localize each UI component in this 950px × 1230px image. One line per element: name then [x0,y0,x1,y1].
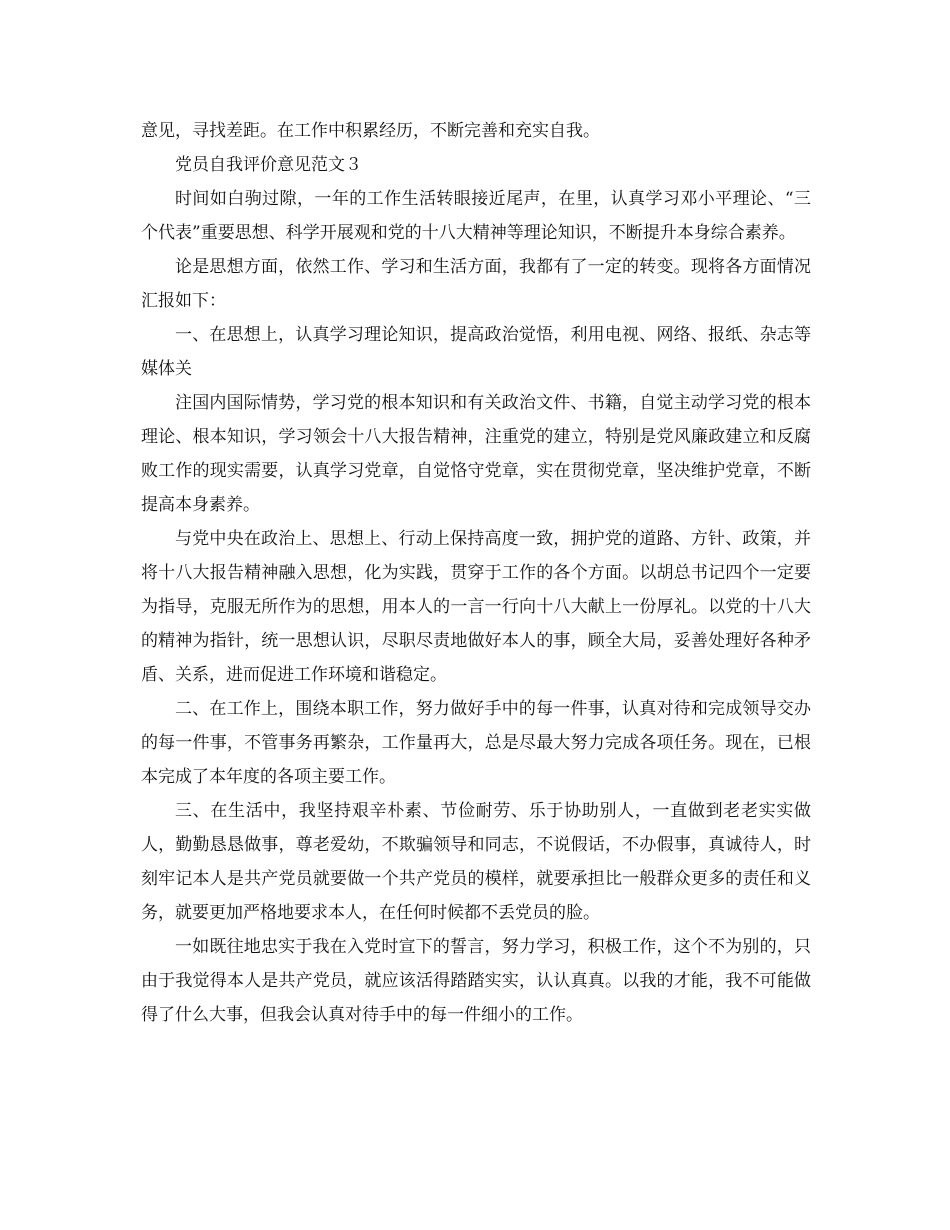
paragraph: 注国内国际情势，学习党的根本知识和有关政治文件、书籍，自觉主动学习党的根本理论、根本知识，学习领会十八大报告精神，注重党的建立，特别是党风廉政建立和反腐败工作的现实需要，认真学习党章，自觉恪守党章，实在贯彻党章，坚决维护党章，不断提高本身素养。 [141,393,811,515]
paragraph: 一、在思想上，认真学习理论知识，提高政治觉悟，利用电视、网络、报纸、杂志等媒体关 [141,325,811,379]
paragraph: 二、在工作上，围绕本职工作，努力做好手中的每一件事，认真对待和完成领导交办的每一件事，不管事务再繁杂，工作量再大，总是尽最大努力完成各项任务。现在，已根本完成了本年度的各项主要工作。 [141,699,811,787]
paragraph: 与党中央在政治上、思想上、行动上保持高度一致，拥护党的道路、方针、政策，并将十八大报告精神融入思想，化为实践，贯穿于工作的各个方面。以胡总书记四个一定要为指导，克服无所作为的思想，用本人的一言一行向十八大献上一份厚礼。以党的十八大的精神为指针，统一思想认识，尽职尽责地做好本人的事，顾全大局，妥善处理好各种矛盾、关系，进而促进工作环境和谐稳定。 [141,529,811,685]
document-body [141,114,811,1032]
paragraph: 三、在生活中，我坚持艰辛朴素、节俭耐劳、乐于协助别人，一直做到老老实实做人，勤勤恳恳做事，尊老爱幼，不欺骗领导和同志，不说假话，不办假事，真诚待人，时刻牢记本人是共产党员就要做一个共产党员的模样，就要承担比一般群众更多的责任和义务，就要更加严格地要求本人，在任何时候都不丢党员的脸。 [141,801,811,923]
paragraph: 论是思想方面，依然工作、学习和生活方面，我都有了一定的转变。现将各方面情况汇报如下： [141,257,811,311]
paragraph: 一如既往地忠实于我在入党时宣下的誓言，努力学习，积极工作，这个不为别的，只由于我觉得本人是共产党员，就应该活得踏踏实实，认认真真。以我的才能，我不可能做得了什么大事，但我会认真对待手中的每一件细小的工作。 [141,937,811,1025]
paragraph: 意见，寻找差距。在工作中积累经历，不断完善和充实自我。 [141,121,600,141]
paragraph: 时间如白驹过隙，一年的工作生活转眼接近尾声，在里，认真学习邓小平理论、“三个代表”重要思想、科学开展观和党的十八大精神等理论知识，不断提升本身综合素养。 [141,189,811,243]
section-heading: 党员自我评价意见范文３ [175,155,362,175]
